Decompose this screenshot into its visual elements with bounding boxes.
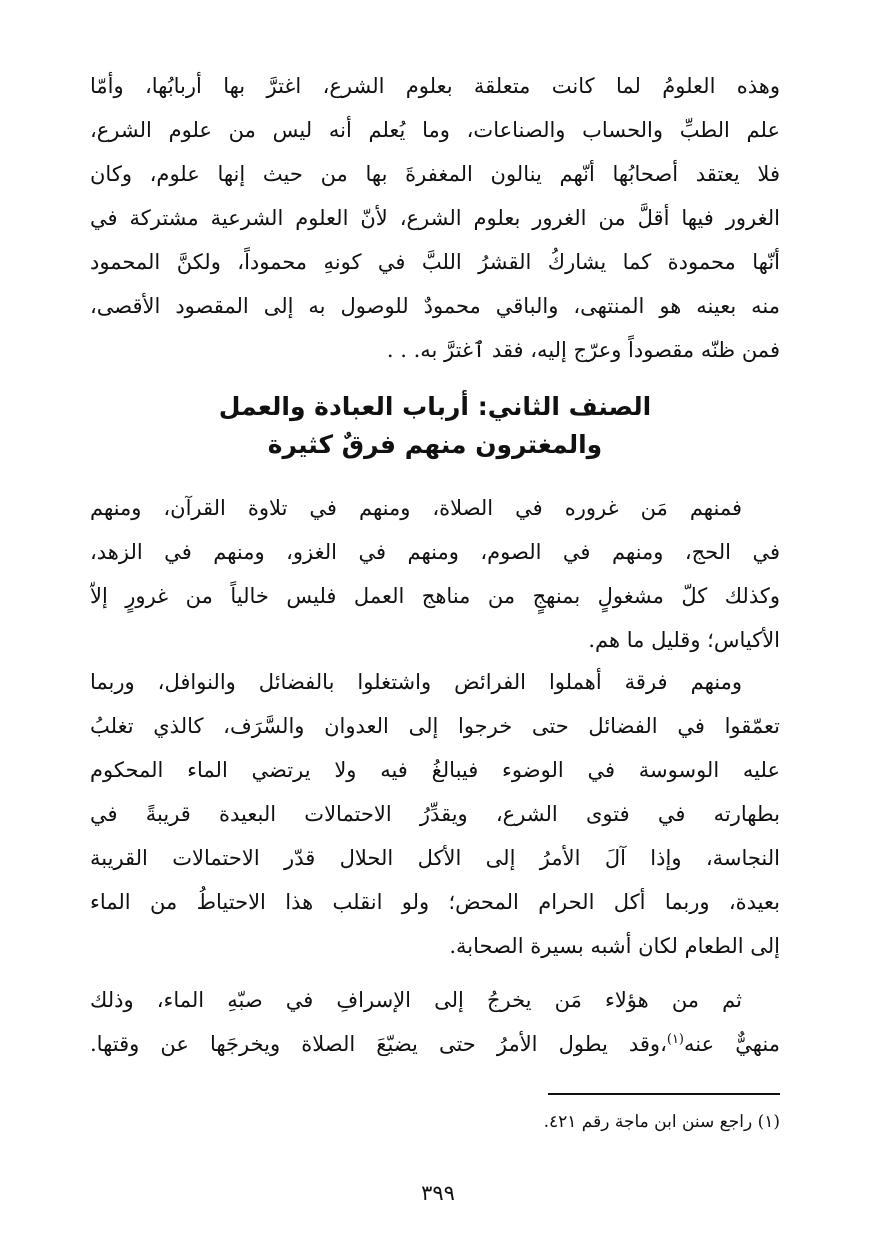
- text-line: وكذلك كلّ مشغولٍ بمنهجٍ من مناهج العمل فليس خالياً من غرورٍ إلاّ: [90, 584, 780, 608]
- text-line: تعمّقوا في الفضائل حتى خرجوا إلى العدوان والسَّرَف، كالذي تغلبُ: [90, 714, 780, 738]
- text-line: علم الطبِّ والحساب والصناعات، وما يُعلم أنه ليس من علوم الشرع،: [90, 118, 780, 142]
- text-line: في الحج، ومنهم في الصوم، ومنهم في الغزو، ومنهم في الزهد،: [90, 540, 780, 564]
- text-line: ومنهم فرقة أهملوا الفرائض واشتغلوا بالفضائل والنوافل، وربما: [90, 670, 742, 694]
- text-line: الغرور فيها أقلَّ من الغرور بعلوم الشرع، لأنّ العلوم الشرعية مشتركة في: [90, 206, 780, 230]
- text-line: فلا يعتقد أصحابُها أنّهم ينالون المغفرةَ بها من حيث إنها علوم، وكان: [90, 162, 780, 186]
- paragraph-worship-types: [90, 486, 780, 662]
- text-line: [90, 1022, 780, 1066]
- footnote: [90, 1105, 780, 1139]
- text-line: ثم من هؤلاء مَن يخرجُ إلى الإسرافِ في صبّهِ الماء، وذلك: [90, 988, 742, 1012]
- footnote-reference[interactable]: (١): [666, 1032, 684, 1047]
- text-line: إلى الطعام لكان أشبه بسيرة الصحابة.: [449, 934, 780, 958]
- paragraph-intro: [90, 64, 780, 372]
- heading-line-1: الصنف الثاني: أرباب العبادة والعمل: [218, 392, 652, 421]
- text-line: أنّها محمودة كما يشاركُ القشرُ اللبَّ في كونهِ محموداً، ولكنَّ المحمود: [90, 250, 780, 274]
- heading-line-2: والمغترون منهم فرقٌ كثيرة: [267, 430, 603, 459]
- text-line: فمن ظنّه مقصوداً وعرّج إليه، فقد ٱغترَّ به. . .: [386, 338, 780, 362]
- page-number: ٣٩٩: [421, 1181, 455, 1205]
- text-line: النجاسة، وإذا آلَ الأمرُ إلى الأكل الحلال قدّر الاحتمالات القريبة: [90, 846, 780, 870]
- text-line: عليه الوسوسة في الوضوء فيبالغُ فيه ولا يرتضي الماء المحكوم: [90, 758, 780, 782]
- footnote-marker: (١): [757, 1112, 780, 1132]
- footnote-text: راجع سنن ابن ماجة رقم ٤٢١.: [543, 1112, 753, 1132]
- text-line: وهذه العلومُ لما كانت متعلقة بعلوم الشرع، اغترَّ بها أربابُها، وأمّا: [90, 74, 780, 98]
- section-heading: [90, 388, 780, 464]
- paragraph-obligations: [90, 660, 780, 968]
- text-line: فمنهم مَن غروره في الصلاة، ومنهم في تلاوة القرآن، ومنهم: [90, 496, 742, 520]
- text-fragment: منهيٌّ عنه: [684, 1032, 780, 1056]
- paragraph-water-excess: [90, 978, 780, 1066]
- text-fragment: ،وقد يطول الأمرُ حتى يضيّعَ الصلاة ويخرجَها عن وقتها.: [90, 1032, 667, 1056]
- text-line: بعيدة، وربما أكل الحرام المحض؛ ولو انقلب هذا الاحتياطُ من الماء: [90, 890, 780, 914]
- text-line: بطهارته في فتوى الشرع، ويقدِّرُ الاحتمالات البعيدة قريبةً في: [90, 802, 780, 826]
- text-line: الأكياس؛ وقليل ما هم.: [588, 628, 780, 652]
- text-line: منه بعينه هو المنتهى، والباقي محمودٌ للوصول به إلى المقصود الأقصى،: [90, 294, 780, 318]
- footnote-divider: [548, 1093, 780, 1095]
